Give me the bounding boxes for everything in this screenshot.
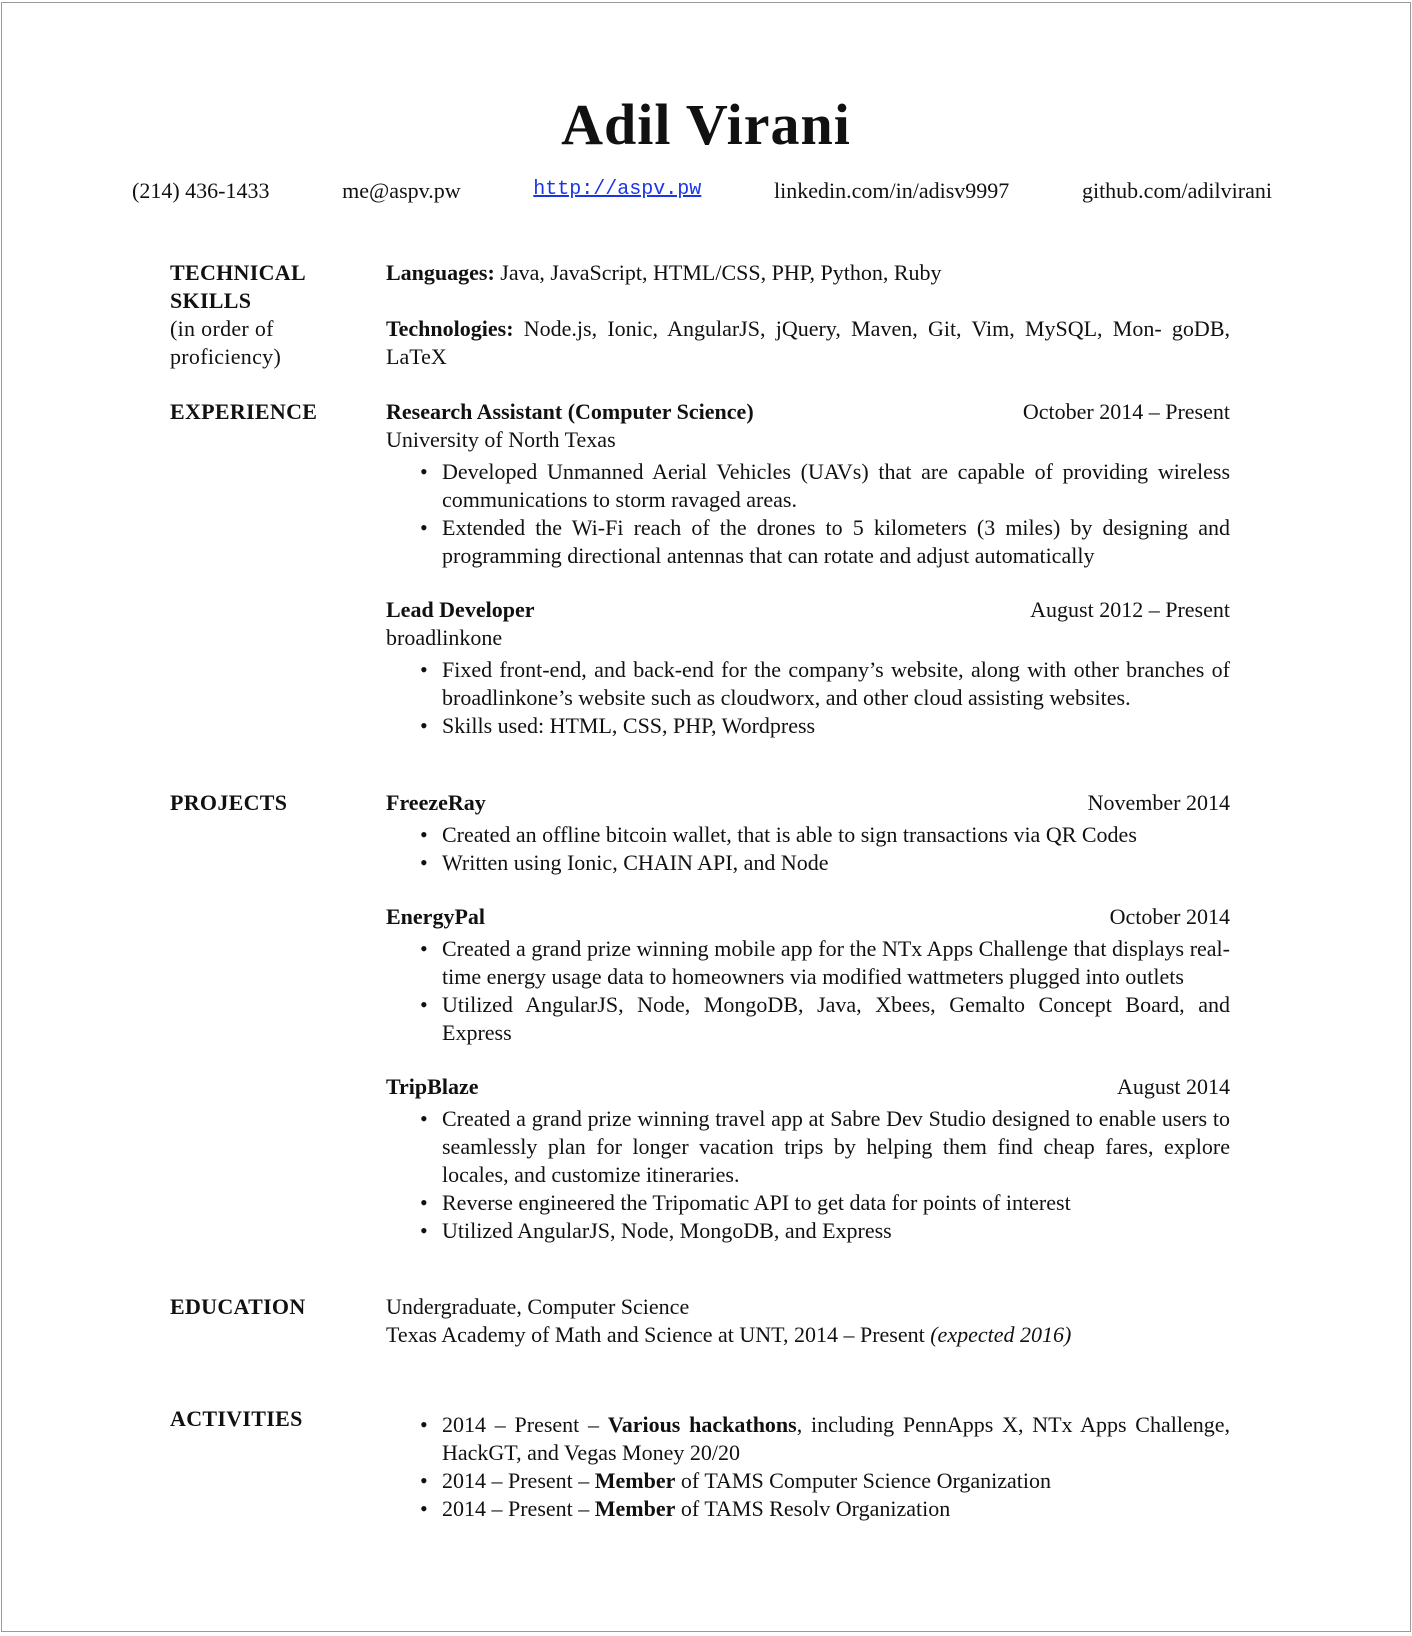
technologies-label: Technologies: [386, 316, 514, 341]
activities-list [386, 1411, 1230, 1523]
skills-subtitle: (in order of proficiency) [170, 316, 282, 369]
project-entry [386, 789, 1230, 877]
project-entry [386, 903, 1230, 1047]
activity-dates: 2014 – Present – [442, 1412, 608, 1437]
list-item: • Reverse engineered the Tripomatic API to get data for points of interest [442, 1189, 1230, 1217]
list-item: • Fixed front-end, and back-end for the company’s website, along with other branches of broadlinkone’s website such as cloudworx, and other cloud assisting websites. [442, 656, 1230, 712]
section-title [170, 259, 386, 371]
github: github.com/adilvirani [1081, 178, 1272, 203]
activity-detail: of TAMS Computer Science Organization [675, 1468, 1052, 1493]
projects-title: PROJECTS [170, 790, 288, 815]
job-entry [386, 596, 1230, 740]
job-role: Lead Developer [386, 597, 535, 622]
experience-title: EXPERIENCE [170, 399, 318, 424]
activity-detail: , including PennApps X, NTx Apps Challenge, HackGT, and Vegas Money 20/20 [442, 1412, 1231, 1465]
languages-value: Java, JavaScript, HTML/CSS, PHP, Python, Ruby [500, 260, 942, 285]
phone: (214) 436-1433 [132, 178, 270, 203]
education-school [386, 1321, 1230, 1349]
project-date: August 2014 [1116, 1074, 1230, 1099]
list-item [442, 1467, 1230, 1495]
project-name: TripBlaze [386, 1074, 479, 1099]
list-item: • Skills used: HTML, CSS, PHP, Wordpress [442, 712, 1230, 740]
project-bullets [386, 1105, 1230, 1245]
list-item: • Created an offline bitcoin wallet, that is able to sign transactions via QR Codes [442, 821, 1230, 849]
list-item: • Extended the Wi-Fi reach of the drones to 5 kilometers (3 miles) by designing and programming directional antennas that can rotate and adjust automatically [442, 514, 1230, 570]
technologies-value: Node.js, Ionic, AngularJS, jQuery, Maven, Git, Vim, MySQL, Mon- goDB, LaTeX [386, 316, 1230, 369]
languages-label: Languages: [386, 260, 495, 285]
job-org: University of North Texas [386, 427, 616, 452]
list-item: • Utilized AngularJS, Node, MongoDB, and Express [442, 1217, 1230, 1245]
section-projects [170, 789, 1230, 1245]
activity-highlight: Member [594, 1496, 676, 1521]
education-degree: Undergraduate, Computer Science [386, 1294, 690, 1319]
section-education [170, 1293, 1230, 1349]
resume-name: Adil Virani [561, 92, 851, 157]
project-date: November 2014 [1087, 790, 1230, 815]
activity-dates: 2014 – Present – [442, 1468, 595, 1493]
languages-line [386, 259, 1230, 287]
job-dates: August 2012 – Present [1030, 597, 1230, 622]
website-link[interactable]: http://aspv.pw [533, 178, 702, 201]
section-experience [170, 398, 1230, 740]
job-org: broadlinkone [386, 625, 503, 650]
email: me@aspv.pw [342, 178, 461, 203]
list-item: • Created a grand prize winning travel app at Sabre Dev Studio designed to enable users to seamlessly plan for longer vacation trips by helping them find cheap fares, explore locales, and customize itineraries. [442, 1105, 1230, 1189]
skills-title: TECHNICAL SKILLS [170, 260, 305, 313]
section-skills [170, 259, 1230, 371]
technologies-line [386, 315, 1230, 371]
activities-title: ACTIVITIES [170, 1406, 303, 1431]
project-name: EnergyPal [386, 904, 485, 929]
contact-bar [132, 178, 1272, 204]
project-bullets [386, 935, 1230, 1047]
education-expected: (expected 2016) [930, 1322, 1072, 1347]
project-bullets [386, 821, 1230, 877]
activity-detail: of TAMS Resolv Organization [675, 1496, 951, 1521]
job-role: Research Assistant (Computer Science) [386, 399, 754, 424]
list-item [442, 1495, 1230, 1523]
job-dates: October 2014 – Present [1022, 399, 1230, 424]
resume-page [1, 2, 1411, 1632]
education-title: EDUCATION [170, 1294, 306, 1319]
project-date: October 2014 [1109, 904, 1230, 929]
job-bullets [386, 656, 1230, 740]
list-item: • Written using Ionic, CHAIN API, and Node [442, 849, 1230, 877]
activity-dates: 2014 – Present – [442, 1496, 595, 1521]
project-name: FreezeRay [386, 790, 486, 815]
list-item: • Developed Unmanned Aerial Vehicles (UAVs) that are capable of providing wireless communications to storm ravaged areas. [442, 458, 1230, 514]
education-school-text: Texas Academy of Math and Science at UNT, 2014 – Present [386, 1322, 925, 1347]
activity-highlight: Member [594, 1468, 676, 1493]
section-activities [170, 1405, 1230, 1523]
list-item [442, 1411, 1230, 1467]
linkedin: linkedin.com/in/adisv9997 [774, 178, 1010, 203]
activity-highlight: Various hackathons [607, 1412, 797, 1437]
list-item: • Created a grand prize winning mobile app for the NTx Apps Challenge that displays real-time energy usage data to homeowners via modified wattmeters plugged into outlets [442, 935, 1230, 991]
list-item: • Utilized AngularJS, Node, MongoDB, Java, Xbees, Gemalto Concept Board, and Express [442, 991, 1230, 1047]
job-bullets [386, 458, 1230, 570]
job-entry [386, 398, 1230, 570]
project-entry [386, 1073, 1230, 1245]
